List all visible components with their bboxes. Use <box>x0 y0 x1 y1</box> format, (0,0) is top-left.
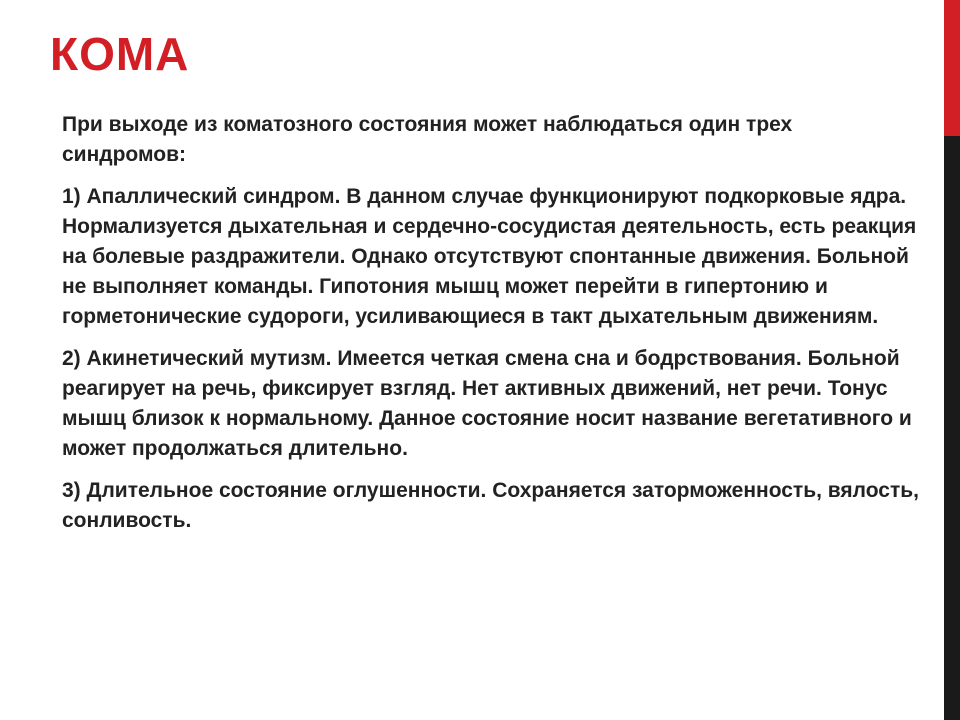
paragraph-akinetic-mutism: 2) Акинетический мутизм. Имеется четкая смена сна и бодрствования. Больной реагирует на речь, фиксирует взгляд. Нет активных движений, нет речи. Тонус мышц близок к нормальному. Данное состояние носит название вегетативного и может продолжаться длительно. <box>62 347 912 460</box>
paragraph-intro: При выходе из коматозного состояния может наблюдаться один трех синдромов: <box>62 113 793 166</box>
slide-body <box>62 110 922 548</box>
paragraph-apallic-syndrome: 1) Апаллический синдром. В данном случае функционируют подкорковые ядра. Нормализуется дыхательная и сердечно-сосудистая деятельность, есть реакция на болевые раздражители. Однако отсутствуют спонтанные движения. Больной не выполняет команды. Гипотония мышц может перейти в гипертонию и горметонические судороги, усиливающиеся в такт дыхательным движениям. <box>62 185 917 328</box>
dark-side-bar <box>944 136 960 720</box>
slide-title: КОМА <box>50 28 190 80</box>
paragraph-stupor: 3) Длительное состояние оглушенности. Сохраняется заторможенность, вялость, сонливость. <box>62 479 919 532</box>
red-accent-bar <box>944 0 960 136</box>
